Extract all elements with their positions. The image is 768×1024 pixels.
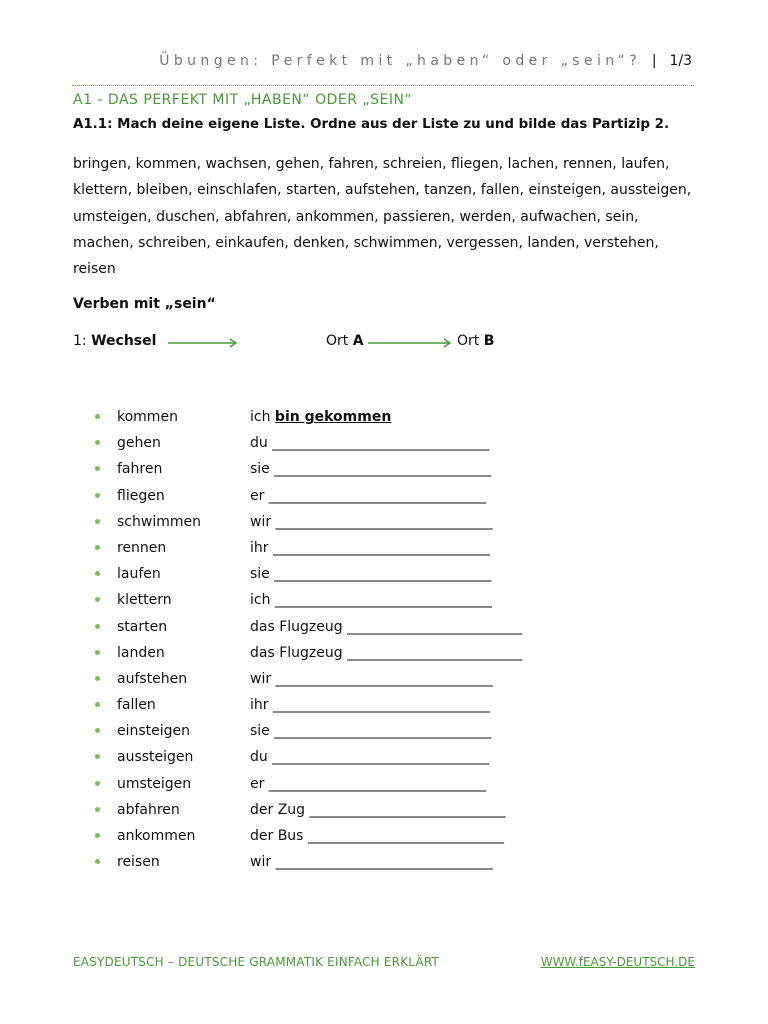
exercise-row xyxy=(95,773,595,799)
exercise-verb: schwimmen xyxy=(117,513,201,530)
exercise-verb: kommen xyxy=(117,409,178,425)
ort-a-letter: A xyxy=(352,333,364,349)
exercise-subject: das Flugzeug xyxy=(250,618,343,635)
header-separator: | xyxy=(651,53,657,69)
bullet-icon xyxy=(95,728,100,733)
answer-blank[interactable]: _______________________________ xyxy=(268,487,486,504)
exercise-row xyxy=(95,851,595,877)
bullet-icon xyxy=(95,440,100,445)
bullet-icon xyxy=(95,624,100,629)
exercise-phrase xyxy=(250,723,491,739)
answer-blank[interactable]: ____________________________ xyxy=(309,801,506,818)
task-text: Mach deine eigene Liste. Ordne aus der Liste zu und bilde das Partizip 2. xyxy=(117,117,670,132)
exercise-row xyxy=(95,825,595,851)
exercise-subject: sie xyxy=(250,566,270,583)
exercise-verb: ankommen xyxy=(117,828,196,844)
answer-blank[interactable]: _______________________________ xyxy=(272,749,490,766)
ort-b xyxy=(457,333,494,349)
exercise-row xyxy=(95,642,595,668)
exercise-subject: er xyxy=(250,775,265,792)
exercise-verb: aussteigen xyxy=(117,749,194,766)
ort-b-letter: B xyxy=(483,333,495,349)
page-number: 1/3 xyxy=(669,53,692,69)
exercise-phrase xyxy=(250,645,522,661)
change-number: 1: xyxy=(73,333,87,349)
exercise-subject: das Flugzeug xyxy=(250,644,343,661)
exercise-phrase xyxy=(250,488,486,504)
exercise-verb: einsteigen xyxy=(117,723,191,740)
exercise-phrase xyxy=(250,435,489,451)
exercise-row xyxy=(95,511,595,537)
verb-list: bringen, kommen, wachsen, gehen, fahren, schreien, fliegen, lachen, rennen, laufen, klettern, bleiben, einschlafen, starten, aufstehen, tanzen, fallen, einsteigen, aussteigen, umsteigen, duschen, abfahren, ankommen, passieren, werden, aufwachen, sein, machen, schreiben, einkaufen, denken, schwimmen, vergessen, landen, verstehen, reisen xyxy=(73,156,692,278)
answer-blank[interactable]: _______________________________ xyxy=(272,697,490,714)
bullet-icon xyxy=(95,676,100,681)
bullet-icon xyxy=(95,571,100,576)
exercise-subject: wir xyxy=(250,854,272,871)
exercise-phrase xyxy=(250,619,522,635)
bullet-icon xyxy=(95,650,100,655)
exercise-verb: laufen xyxy=(117,566,161,583)
exercise-phrase xyxy=(250,854,493,870)
ort-a xyxy=(326,333,364,349)
exercise-phrase xyxy=(250,409,391,425)
exercise-verb: reisen xyxy=(117,854,160,871)
exercise-subject: ich xyxy=(250,592,271,609)
exercise-subject: sie xyxy=(250,723,270,740)
answer-blank[interactable]: _______________________________ xyxy=(274,723,492,740)
task-instruction xyxy=(73,117,669,132)
exercise-row xyxy=(95,746,595,772)
exercise-verb: klettern xyxy=(117,592,172,609)
bullet-icon xyxy=(95,545,100,550)
bullet-icon xyxy=(95,519,100,524)
answer-blank[interactable]: _______________________________ xyxy=(272,435,490,452)
exercise-subject: der Zug xyxy=(250,801,306,818)
exercise-subject: wir xyxy=(250,513,272,530)
answer-blank[interactable]: ____________________________ xyxy=(307,828,504,844)
answer-blank[interactable]: _______________________________ xyxy=(275,854,493,871)
bullet-icon xyxy=(95,493,100,498)
bullet-icon xyxy=(95,466,100,471)
answer-blank[interactable]: _________________________ xyxy=(347,618,523,635)
bullet-icon xyxy=(95,702,100,707)
header-divider xyxy=(72,85,694,86)
arrow-right-icon xyxy=(168,338,240,348)
exercise-phrase xyxy=(250,461,491,477)
exercise-answer: bin gekommen xyxy=(274,409,392,425)
exercise-verb: aufstehen xyxy=(117,670,188,687)
exercise-verb: abfahren xyxy=(117,801,180,818)
exercise-row xyxy=(95,537,595,563)
exercise-verb: fahren xyxy=(117,461,163,478)
change-label xyxy=(73,333,156,349)
exercise-phrase xyxy=(250,566,491,582)
exercise-row xyxy=(95,668,595,694)
exercise-row xyxy=(95,694,595,720)
exercise-list xyxy=(95,406,595,877)
exercise-subject: ihr xyxy=(250,697,269,714)
answer-blank[interactable]: _______________________________ xyxy=(272,539,490,556)
exercise-row xyxy=(95,589,595,615)
exercise-phrase xyxy=(250,514,493,530)
exercise-phrase xyxy=(250,749,489,765)
exercise-subject: wir xyxy=(250,670,272,687)
section-title: A1 - DAS PERFEKT MIT „HABEN“ ODER „SEIN“ xyxy=(73,92,413,108)
exercise-phrase xyxy=(250,828,504,844)
exercise-phrase xyxy=(250,592,492,608)
exercise-phrase xyxy=(250,697,490,713)
subheading: Verben mit „sein“ xyxy=(73,296,216,312)
bullet-icon xyxy=(95,807,100,812)
answer-blank[interactable]: _______________________________ xyxy=(268,775,486,792)
ort-b-prefix: Ort xyxy=(457,333,480,349)
exercise-verb: gehen xyxy=(117,435,161,452)
answer-blank[interactable]: _______________________________ xyxy=(274,566,492,583)
bullet-icon xyxy=(95,833,100,838)
answer-blank[interactable]: _______________________________ xyxy=(274,461,492,478)
exercise-row xyxy=(95,458,595,484)
ort-a-prefix: Ort xyxy=(326,333,349,349)
exercise-row xyxy=(95,720,595,746)
exercise-verb: umsteigen xyxy=(117,775,192,792)
exercise-phrase xyxy=(250,802,506,818)
footer-link[interactable]: WWW.fEASY-DEUTSCH.DE xyxy=(540,955,695,969)
bullet-icon xyxy=(95,781,100,786)
exercise-verb: fliegen xyxy=(117,487,165,504)
exercise-phrase xyxy=(250,671,493,687)
exercise-verb: landen xyxy=(117,644,165,661)
header-title: Übungen: Perfekt mit „haben“ oder „sein“? xyxy=(159,53,642,69)
change-word: Wechsel xyxy=(91,333,157,349)
answer-blank[interactable]: _________________________ xyxy=(347,644,523,661)
exercise-phrase xyxy=(250,540,490,556)
bullet-icon xyxy=(95,414,100,419)
exercise-verb: rennen xyxy=(117,539,167,556)
footer-brand: EASYDEUTSCH – DEUTSCHE GRAMMATIK EINFACH ERKLÄRT xyxy=(73,955,440,969)
exercise-row xyxy=(95,616,595,642)
arrow-right-icon xyxy=(368,338,454,348)
exercise-row xyxy=(95,485,595,511)
answer-blank[interactable]: _______________________________ xyxy=(274,592,492,609)
exercise-subject: ich xyxy=(250,409,271,425)
answer-blank[interactable]: _______________________________ xyxy=(275,670,493,687)
exercise-subject: du xyxy=(250,749,268,766)
exercise-phrase xyxy=(250,776,486,792)
bullet-icon xyxy=(95,859,100,864)
exercise-row xyxy=(95,432,595,458)
bullet-icon xyxy=(95,754,100,759)
exercise-row xyxy=(95,406,595,432)
exercise-row xyxy=(95,563,595,589)
exercise-verb: starten xyxy=(117,618,168,635)
page-header xyxy=(72,53,692,69)
exercise-subject: du xyxy=(250,435,268,452)
exercise-row xyxy=(95,799,595,825)
exercise-subject: ihr xyxy=(250,539,269,556)
exercise-subject: der Bus xyxy=(250,828,304,844)
answer-blank[interactable]: _______________________________ xyxy=(275,513,493,530)
exercise-verb: fallen xyxy=(117,697,156,714)
task-number: A1.1: xyxy=(73,117,113,132)
bullet-icon xyxy=(95,597,100,602)
change-row xyxy=(73,333,573,353)
exercise-subject: sie xyxy=(250,461,270,478)
exercise-subject: er xyxy=(250,487,265,504)
